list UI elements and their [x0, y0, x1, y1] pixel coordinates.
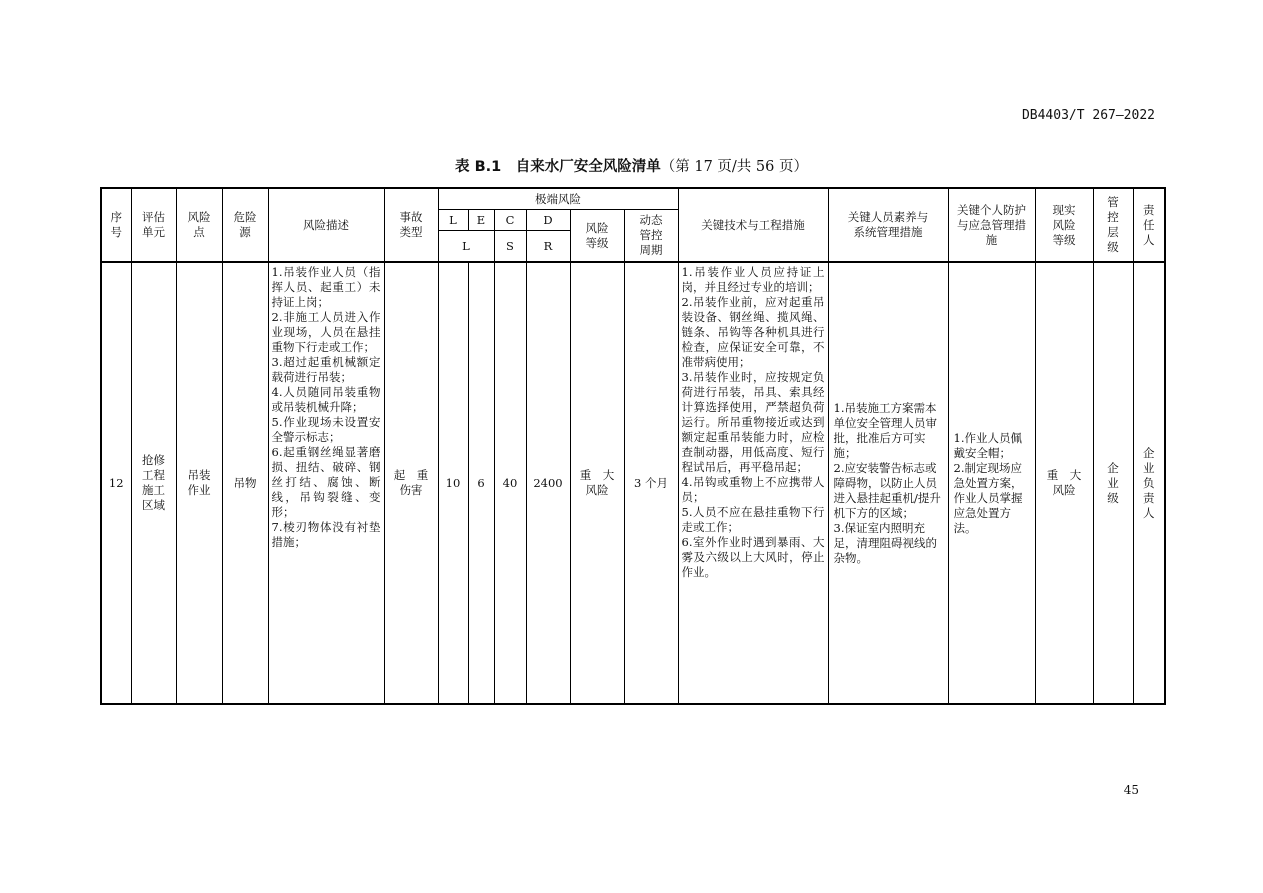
header-R: R	[526, 231, 570, 263]
header-tech-measures: 关键技术与工程措施	[678, 188, 828, 262]
header-actual-risk-level: 现实风险等级	[1035, 188, 1093, 262]
cell-E: 6	[468, 262, 494, 704]
cell-unit: 抢修工程施工区域	[131, 262, 176, 704]
cell-accident-type: 起 重伤害	[384, 262, 438, 704]
header-control-level: 管控层级	[1093, 188, 1133, 262]
cell-C: 40	[494, 262, 526, 704]
ppe-line: 1.作业人员佩戴安全帽；	[953, 430, 1023, 460]
desc-line: 2.非施工人员进入作业现场，人员在悬挂重物下行走或工作；	[271, 310, 381, 354]
desc-line: 7.棱刃物体没有衬垫措施；	[271, 520, 381, 549]
personnel-line: 2.应安装警告标志或障碍物，以防止人员进入悬挂起重机/提升机下方的区域；	[833, 460, 941, 520]
header-C: C	[494, 210, 526, 231]
desc-line: 1.吊装作业人员（指挥人员、起重工）未持证上岗；	[271, 265, 381, 309]
header-hazard: 危险源	[222, 188, 268, 262]
cell-seq: 12	[101, 262, 131, 704]
risk-table	[100, 187, 1166, 705]
header-E: E	[468, 210, 494, 231]
header-seq: 序号	[101, 188, 131, 262]
header-ppe-measures: 关键个人防护与应急管理措施	[948, 188, 1035, 262]
header-unit: 评估单元	[131, 188, 176, 262]
tech-line: 5.人员不应在悬挂重物下行走或工作；	[681, 505, 825, 534]
header-extreme-risk: 极端风险	[438, 188, 678, 210]
cell-hazard: 吊物	[222, 262, 268, 704]
tech-line: 1.吊装作业人员应持证上岗，并且经过专业的培训；	[681, 265, 825, 294]
personnel-line: 3.保证室内照明充足，清理阻碍视线的杂物。	[833, 520, 938, 565]
table-title	[0, 155, 1263, 176]
cell-risk-level: 重 大风险	[570, 262, 624, 704]
cell-control-level: 企业级	[1093, 262, 1133, 704]
cell-tech-measures	[678, 262, 828, 704]
cell-risk-description	[268, 262, 384, 704]
tech-line: 4.吊钩或重物上不应携带人员；	[681, 475, 825, 504]
cell-D: 2400	[526, 262, 570, 704]
desc-line: 6.起重钢丝绳显著磨损、扭结、破碎、钢丝打结、腐蚀、断线，吊钩裂缝、变形；	[271, 445, 381, 519]
header-owner: 责任人	[1133, 188, 1165, 262]
desc-line: 5.作业现场未设置安全警示标志；	[271, 415, 381, 444]
tech-line: 3.吊装作业时，应按规定负荷进行吊装，吊具、索具经计算选择使用，严禁超负荷运行。所吊重物接近或达到额定起重吊装能力时，应检查制动器，用低高度、短行程试吊后，再平稳吊起；	[681, 370, 825, 474]
header-dynamic-cycle: 动态管控周期	[624, 210, 678, 263]
table-row	[101, 262, 1165, 704]
cell-actual-risk-level: 重 大风险	[1035, 262, 1093, 704]
header-personnel-measures: 关键人员素养与系统管理措施	[828, 188, 948, 262]
header-L: L	[438, 210, 468, 231]
ppe-line: 2.制定现场应急处置方案，作业人员掌握应急处置方法。	[953, 460, 1023, 535]
header-risk-level: 风险等级	[570, 210, 624, 263]
page-number: 45	[1123, 783, 1139, 797]
cell-dynamic-cycle: 3 个月	[624, 262, 678, 704]
cell-personnel-measures	[828, 262, 948, 704]
header-L2: L	[438, 231, 494, 263]
header-risk-description: 风险描述	[268, 188, 384, 262]
table-title-page-info: （第 17 页/共 56 页）	[660, 159, 808, 175]
header-D: D	[526, 210, 570, 231]
header-risk-point: 风险点	[176, 188, 222, 262]
tech-line: 6.室外作业时遇到暴雨、大雾及六级以上大风时，停止作业。	[681, 535, 825, 579]
cell-risk-point: 吊装作业	[176, 262, 222, 704]
personnel-line: 1.吊装施工方案需本单位安全管理人员审批，批准后方可实施；	[833, 400, 938, 460]
cell-owner: 企业负责人	[1133, 262, 1165, 704]
document-code: DB4403/T 267—2022	[1021, 108, 1155, 123]
header-S: S	[494, 231, 526, 263]
tech-line: 2.吊装作业前，应对起重吊装设备、钢丝绳、揽风绳、链条、吊钩等各种机具进行检查，应保证安全可靠，不准带病使用；	[681, 295, 825, 369]
cell-L: 10	[438, 262, 468, 704]
desc-line: 4.人员随同吊装重物或吊装机械升降；	[271, 385, 381, 414]
desc-line: 3.超过起重机械额定载荷进行吊装；	[271, 355, 381, 384]
cell-ppe-measures	[948, 262, 1035, 704]
table-title-main: 表 B.1 自来水厂安全风险清单	[455, 159, 661, 175]
header-accident-type: 事故类型	[384, 188, 438, 262]
